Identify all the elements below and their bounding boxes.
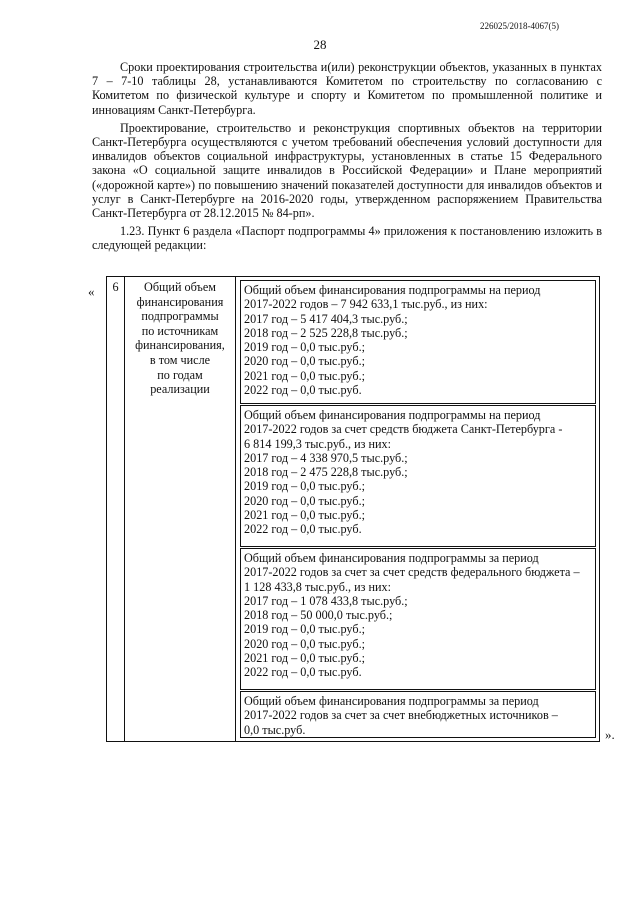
funding-line: 2017 год – 5 417 404,3 тыс.руб.;: [244, 311, 408, 326]
document-id: 226025/2018-4067(5): [480, 21, 559, 31]
table-content-cell: [236, 276, 600, 742]
funding-line: 2019 год – 0,0 тыс.руб.;: [244, 340, 365, 355]
funding-line: 0,0 тыс.руб.: [244, 722, 306, 737]
label-line: финансирования: [136, 294, 224, 309]
funding-extrabudgetary-block: [240, 691, 596, 738]
funding-line: 2018 год – 2 525 228,8 тыс.руб.;: [244, 325, 408, 340]
table-label-cell: [125, 276, 236, 742]
funding-line: Общий объем финансирования подпрограммы на период: [244, 408, 541, 422]
funding-city-budget-block: [240, 405, 596, 547]
funding-line: Общий объем финансирования подпрограммы за период: [244, 694, 539, 708]
funding-line: 2021 год – 0,0 тыс.руб.;: [244, 508, 365, 523]
page-number: 28: [313, 37, 327, 52]
funding-line: 6 814 199,3 тыс.руб., из них:: [244, 436, 392, 451]
funding-federal-budget-block: [240, 548, 596, 690]
label-line: по годам: [157, 367, 203, 382]
funding-total-block: [240, 280, 596, 404]
paragraph-accessibility: Проектирование, строительство и реконструкция спортивных объектов на территории Санкт-Петербурга осуществляются с учетом требований обеспечения условий доступности для инвалидов объектов социальной инфраструктуры, установленных в статье 15 Федерального закона «О социальной защите инвалидов в Российской Федерации» и Плане мероприятий («дорожной карте») по повышению значений показателей доступности для инвалидов объектов и услуг в Санкт-Петербурге на 2016-2020 годы, утвержденном распоряжением Правительства Санкт-Петербурга от 28.12.2015 № 84-рп».: [92, 120, 602, 221]
funding-line: 2019 год – 0,0 тыс.руб.;: [244, 622, 365, 637]
funding-line: 2017 год – 4 338 970,5 тыс.руб.;: [244, 450, 408, 465]
label-line: реализации: [150, 382, 210, 397]
funding-line: 2017-2022 годов за счет за счет средств федерального бюджета –: [244, 565, 580, 580]
funding-line: 2021 год – 0,0 тыс.руб.;: [244, 368, 365, 383]
funding-line: 1 128 433,8 тыс.руб., из них:: [244, 579, 392, 594]
label-line: в том числе: [149, 352, 211, 367]
document-body: [92, 60, 602, 257]
funding-line: 2020 год – 0,0 тыс.руб.;: [244, 354, 365, 369]
funding-line: 2022 год – 0,0 тыс.руб.: [244, 522, 362, 537]
closing-quote: ».: [605, 727, 615, 742]
paragraph-amendment: 1.23. Пункт 6 раздела «Паспорт подпрограммы 4» приложения к постановлению изложить в следующей редакции:: [92, 224, 602, 253]
funding-line: 2017-2022 годов – 7 942 633,1 тыс.руб., из них:: [244, 297, 488, 312]
label-line: финансирования,: [135, 338, 225, 353]
label-line: по источникам: [141, 323, 219, 338]
funding-line: 2018 год – 50 000,0 тыс.руб.;: [244, 608, 393, 623]
funding-line: 2020 год – 0,0 тыс.руб.;: [244, 636, 365, 651]
funding-line: 2020 год – 0,0 тыс.руб.;: [244, 493, 365, 508]
label-line: подпрограммы: [141, 309, 219, 324]
funding-line: Общий объем финансирования подпрограммы за период: [244, 551, 539, 565]
label-line: Общий объем: [144, 280, 216, 294]
paragraph-deadlines: Сроки проектирования строительства и(или) реконструкции объектов, указанных в пунктах 7 – 7-10 таблицы 28, устанавливаются Комитетом по строительству по согласованию с Комитетом по физической культуре и спорту и Комитетом по промышленной политике и инновациям Санкт-Петербурга.: [92, 60, 602, 117]
opening-quote: «: [88, 284, 95, 299]
funding-line: 2017-2022 годов за счет за счет внебюджетных источников –: [244, 708, 558, 723]
funding-line: 2021 год – 0,0 тыс.руб.;: [244, 651, 365, 666]
funding-line: 2022 год – 0,0 тыс.руб.: [244, 665, 362, 680]
funding-line: 2018 год – 2 475 228,8 тыс.руб.;: [244, 465, 408, 480]
table-row-number-cell: 6: [106, 276, 125, 742]
funding-line: 2017 год – 1 078 433,8 тыс.руб.;: [244, 593, 408, 608]
funding-line: 2022 год – 0,0 тыс.руб.: [244, 383, 362, 398]
funding-line: 2019 год – 0,0 тыс.руб.;: [244, 479, 365, 494]
funding-line: Общий объем финансирования подпрограммы на период: [244, 283, 541, 297]
funding-line: 2017-2022 годов за счет средств бюджета Санкт-Петербурга -: [244, 422, 563, 437]
